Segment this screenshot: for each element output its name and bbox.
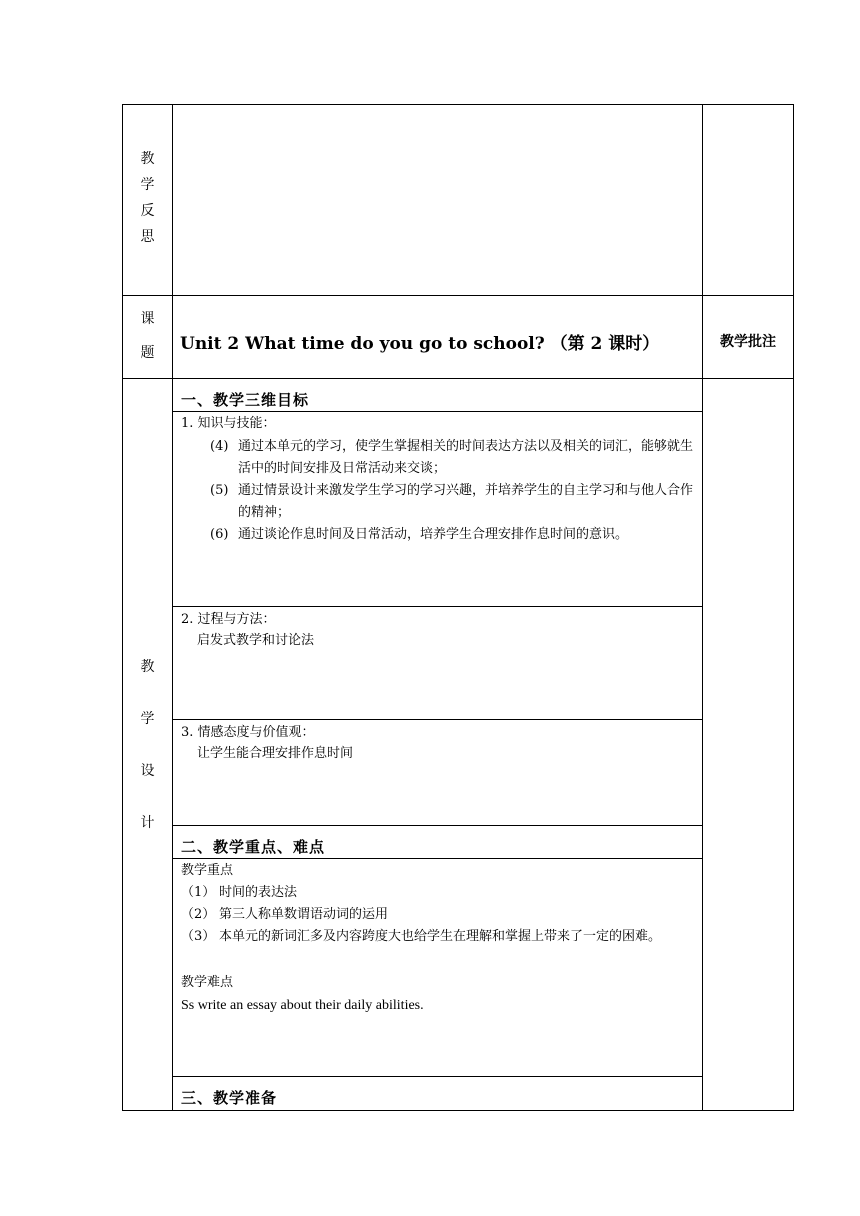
reflection-side-label <box>123 152 172 256</box>
reflection-char: 教 <box>140 151 155 167</box>
list-item-number: (5) <box>210 483 229 498</box>
emotion-text: 让学生能合理安排作息时间 <box>197 746 354 761</box>
list-item-text: 通过情景设计来激发学生学习的学习兴趣，并培养学生的自主学习和与他人合作的精神； <box>238 483 694 520</box>
table-border-bottom <box>122 1110 794 1111</box>
reflection-char: 思 <box>140 229 155 245</box>
design-char: 设 <box>140 763 155 779</box>
table-divider-left <box>172 104 173 1111</box>
difficulty-text: Ss write an essay about their daily abilities. <box>181 998 424 1013</box>
list-item <box>181 904 696 926</box>
topic-side-label <box>123 312 172 366</box>
list-item-number: （2） <box>181 907 216 922</box>
key-heading: 教学重点 <box>181 863 234 878</box>
reflection-char: 学 <box>140 177 155 193</box>
list-item <box>210 436 696 480</box>
section-preparation-title: 三、教学准备 <box>181 1089 278 1107</box>
topic-char: 课 <box>140 311 155 327</box>
list-item <box>210 480 696 524</box>
list-item-number: （3） <box>181 929 216 944</box>
inner-divider-process <box>172 606 703 607</box>
inner-divider-section2 <box>172 825 703 826</box>
design-char: 学 <box>140 711 155 727</box>
emotion-heading: 3. 情感态度与价值观： <box>181 725 315 740</box>
list-item-text: 时间的表达法 <box>219 885 298 900</box>
row-divider-1 <box>122 295 794 296</box>
list-item-text: 本单元的新词汇多及内容跨度大也给学生在理解和掌握上带来了一定的困难。 <box>219 929 662 944</box>
inner-divider-goals <box>172 411 703 412</box>
list-item <box>181 882 696 904</box>
inner-divider-section3 <box>172 1076 703 1077</box>
table-divider-right <box>702 104 703 1111</box>
key-list <box>181 882 696 948</box>
design-char: 计 <box>140 815 155 831</box>
list-item <box>210 524 696 546</box>
process-heading: 2. 过程与方法： <box>181 612 276 627</box>
design-char: 教 <box>140 659 155 675</box>
list-item <box>181 926 696 948</box>
list-item-number: （1） <box>181 885 216 900</box>
inner-divider-keypoints <box>172 858 703 859</box>
table-border-right <box>793 104 794 1111</box>
process-text: 启发式教学和讨论法 <box>197 633 315 648</box>
topic-char: 题 <box>140 345 155 361</box>
row-divider-2 <box>122 378 794 379</box>
table-border-top <box>122 104 794 105</box>
design-side-label <box>123 660 172 836</box>
lesson-title: Unit 2 What time do you go to school? （第 2 课时） <box>180 334 660 354</box>
list-item-number: (6) <box>210 527 229 542</box>
inner-divider-emotion <box>172 719 703 720</box>
reflection-char: 反 <box>140 203 155 219</box>
list-item-text: 通过谈论作息时间及日常活动，培养学生合理安排作息时间的意识。 <box>238 527 629 542</box>
section-goals-title: 一、教学三维目标 <box>181 391 310 409</box>
annotation-label: 教学批注 <box>720 334 776 350</box>
difficulty-heading: 教学难点 <box>181 975 234 990</box>
list-item-text: 第三人称单数谓语动词的运用 <box>219 907 389 922</box>
knowledge-heading: 1. 知识与技能： <box>181 416 276 431</box>
knowledge-list <box>210 436 696 546</box>
list-item-text: 通过本单元的学习，使学生掌握相关的时间表达方法以及相关的词汇，能够就生活中的时间安排及日常活动来交谈； <box>238 439 694 476</box>
list-item-number: (4) <box>210 439 229 454</box>
section-keypoints-title: 二、教学重点、难点 <box>181 838 326 856</box>
